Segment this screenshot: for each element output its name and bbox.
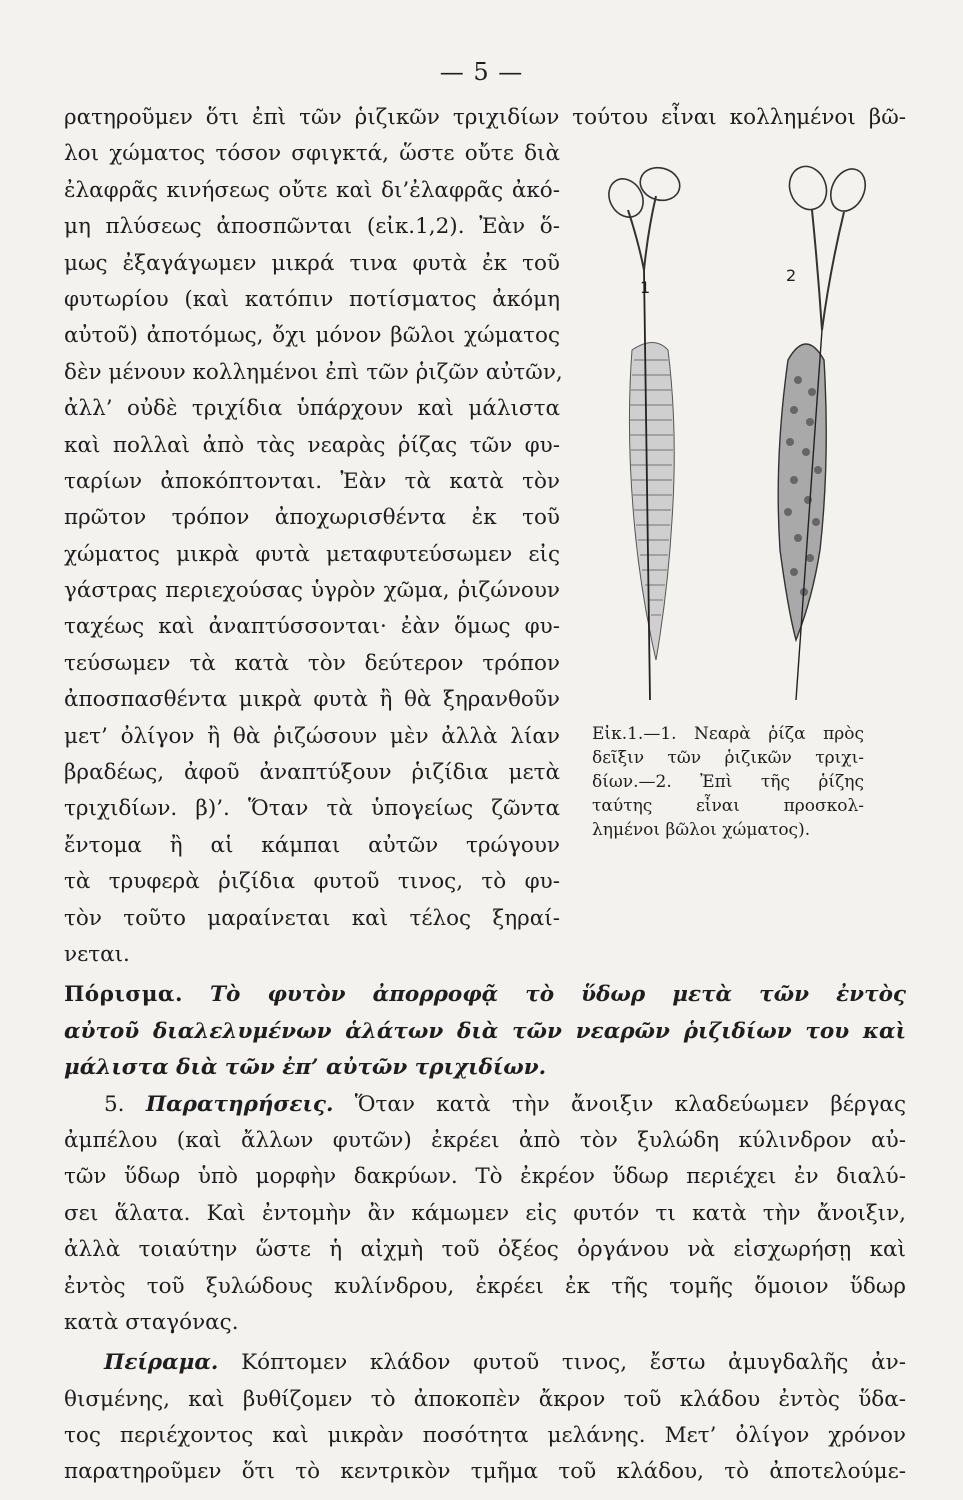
paratiriseis-text: Ὅταν κατὰ τὴν ἄνοιξιν κλαδεύωμεν βέργας [333, 1091, 906, 1117]
text-line: τὸν τοῦτο μαραίνεται καὶ τέλος ξηραί- [64, 905, 560, 931]
caption-line: ταύτης εἶναι προσκολ- [592, 796, 864, 816]
text-line: νεται. [64, 941, 130, 967]
text-line: ἀλλ’ οὐδὲ τριχίδια ὑπάρχουν καὶ μάλιστα [64, 396, 560, 422]
root-with-hairs-drawing [602, 163, 683, 700]
text-line: ἀμπέλου (καὶ ἄλλων φυτῶν) ἐκρέει ἀπὸ τὸν ξυλώδη κύλινδρον αὐ- [64, 1127, 906, 1153]
text-line: λοι χώματος τόσον σφιγκτά, ὥστε οὔτε διὰ [64, 141, 560, 167]
caption-line: λημένοι βῶλοι χώματος). [592, 820, 811, 840]
text-line: τεύσωμεν τὰ κατὰ τὸν δεύτερον τρόπον [64, 650, 560, 676]
porisma-label: Πόρισμα. [64, 982, 183, 1008]
text-line: ταρίων ἀποκόπτονται. Ἐὰν τὰ κατὰ τὸν [64, 468, 560, 494]
text-line: μη πλύσεως ἀποσπῶνται (εἰκ.1,2). Ἐὰν ὅ- [64, 214, 560, 240]
text-line: μως ἐξαγάγωμεν μικρά τινα φυτὰ ἐκ τοῦ [64, 250, 560, 276]
root-illustration [598, 160, 898, 720]
paratiriseis-line [64, 1087, 906, 1123]
text-line: τῶν ὕδωρ ὑπὸ μορφὴν δακρύων. Τὸ ἐκρέον ὕδωρ περιέχει ἐν διαλύ- [64, 1164, 906, 1190]
text-line: ταχέως καὶ ἀναπτύσσονται· ἐὰν ὅμως φυ- [64, 614, 560, 640]
peirama-line [64, 1345, 906, 1381]
text-line: ἔντομα ἢ αἱ κάμπαι αὐτῶν τρώγουν [64, 832, 560, 858]
text-line: μετ’ ὀλίγον ἢ θὰ ῥιζώσουν μὲν ἀλλὰ λίαν [64, 723, 560, 749]
text-line: ρατηροῦμεν ὅτι ἐπὶ τῶν ῥιζικῶν τριχιδίων τούτου εἶναι κολλημένοι βῶ- [64, 105, 906, 130]
text-line: χώματος μικρὰ φυτὰ μεταφυτεύσωμεν εἰς [64, 541, 560, 567]
peirama-label: Πείραμα. [104, 1350, 219, 1376]
porisma-line: αὐτοῦ διαλελυμένων ἁλάτων διὰ τῶν νεαρῶν ῥιζιδίων του καὶ [64, 1018, 906, 1044]
porisma-line [64, 977, 906, 1013]
text-line: πρῶτον τρόπον ἀποχωρισθέντα ἐκ τοῦ [64, 505, 560, 531]
text-line: κατὰ σταγόνας. [64, 1309, 239, 1335]
text-line: καὶ πολλαὶ ἀπὸ τὰς νεαρὰς ῥίζας τῶν φυ- [64, 432, 560, 458]
text-line: ἀλλὰ τοιαύτην ὥστε ἡ αἰχμὴ τοῦ ὀξέος ὀργάνου νὰ εἰσχωρήσῃ καὶ [64, 1237, 906, 1263]
figure-label-2: 2 [786, 266, 797, 285]
text-line: θισμένης, καὶ βυθίζομεν τὸ ἀποκοπὲν ἄκρον τοῦ κλάδου ἐντὸς ὕδα- [64, 1386, 906, 1412]
text-line: σει ἅλατα. Καὶ ἐντομὴν ἂν κάμωμεν εἰς φυτόν τι κατὰ τὴν ἄνοιξιν, [64, 1200, 906, 1226]
text-line: ἐλαφρᾶς κινήσεως οὔτε καὶ δι’ἐλαφρᾶς ἀκό- [64, 177, 560, 203]
section-number: 5. [104, 1091, 125, 1117]
figure-label-1: 1 [640, 278, 651, 297]
peirama-text: Κόπτομεν κλάδον φυτοῦ τινος, ἔστω ἀμυγδαλῆς ἀν- [218, 1350, 906, 1376]
text-line: αὐτοῦ) ἀποτόμως, ὄχι μόνον βῶλοι χώματος [64, 323, 560, 349]
text-line: παρατηροῦμεν ὅτι τὸ κεντρικὸν τμῆμα τοῦ κλάδου, τὸ ἀποτελούμε- [64, 1459, 906, 1485]
text-line: ἀποσπασθέντα μικρὰ φυτὰ ἢ θὰ ξηρανθοῦν [64, 687, 560, 713]
text-line: τὰ τρυφερὰ ῥιζίδια φυτοῦ τινος, τὸ φυ- [64, 869, 560, 895]
caption-line: δεῖξιν τῶν ῥιζικῶν τριχι- [592, 748, 864, 768]
root-with-soil-drawing [778, 161, 872, 700]
text-line: φυτωρίου (καὶ κατόπιν ποτίσματος ἀκόμη [64, 286, 560, 312]
caption-line: δίων.—2. Ἐπὶ τῆς ῥίζης [592, 772, 864, 792]
figure-caption [592, 722, 864, 842]
porisma-text: Τὸ φυτὸν ἀπορροφᾷ τὸ ὕδωρ μετὰ τῶν ἐντὸς [182, 982, 906, 1008]
text-line: ἐντὸς τοῦ ξυλώδους κυλίνδρου, ἐκρέει ἐκ τῆς τομῆς ὅμοιον ὕδωρ [64, 1273, 906, 1299]
caption-line: Εἰκ.1.—1. Νεαρὰ ῥίζα πρὸς [592, 724, 864, 744]
text-line: τος περιέχοντος καὶ μικρὰν ποσότητα μελάνης. Μετ’ ὀλίγον χρόνον [64, 1423, 906, 1449]
text-line: δὲν μένουν κολλημένοι ἐπὶ τῶν ῥιζῶν αὐτῶν, [64, 359, 563, 385]
text-line: τριχιδίων. β)’. Ὅταν τὰ ὑπογείως ζῶντα [64, 796, 560, 822]
text-line: βραδέως, ἀφοῦ ἀναπτύξουν ῥιζίδια μετὰ [64, 760, 560, 786]
paratiriseis-label: Παρατηρήσεις. [145, 1091, 334, 1117]
porisma-line: μάλιστα διὰ τῶν ἐπ’ αὐτῶν τριχιδίων. [64, 1055, 547, 1081]
text-line: γάστρας περιεχούσας ὑγρὸν χῶμα, ῥιζώνουν [64, 578, 560, 604]
page-number: — 5 — [439, 58, 524, 86]
